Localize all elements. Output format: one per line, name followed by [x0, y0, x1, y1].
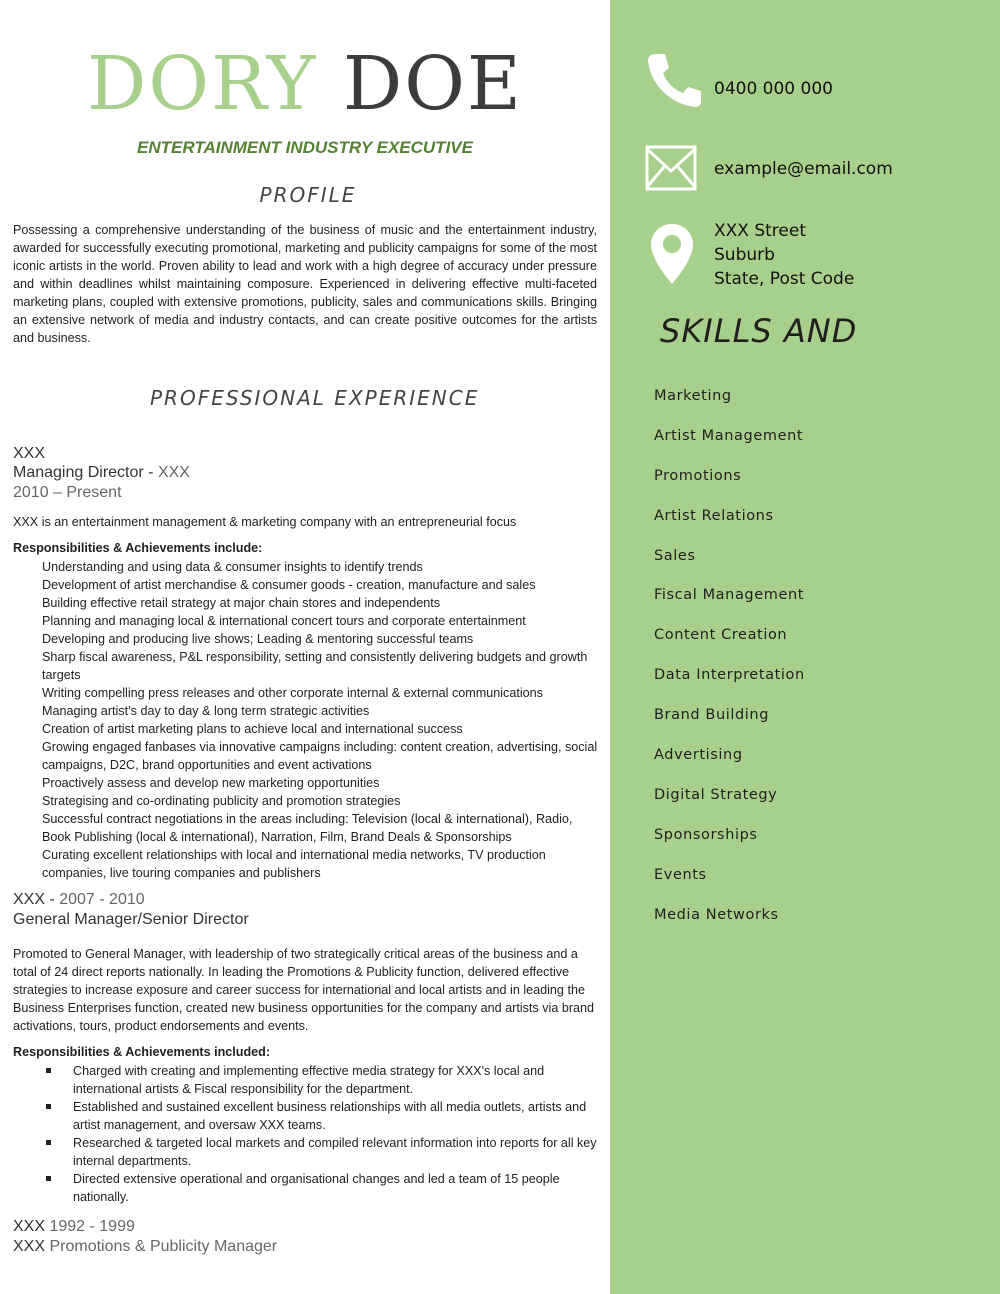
- address-block: [714, 219, 854, 291]
- job1-role-line: [13, 463, 190, 483]
- list-item: Building effective retail strategy at major chain stores and independents: [42, 596, 441, 610]
- skill-item: Sales: [654, 547, 696, 564]
- skill-item: Data Interpretation: [654, 667, 805, 684]
- skill-item: Content Creation: [654, 627, 788, 644]
- profile-text: Possessing a comprehensive understanding of the business of music and the entertainment industry, awarded for successfully executing promotional, marketing and publicity campaigns for some of the most iconic artists in the world. Proven ability to lead and work with a high degree of accuracy under pressure and within deadlines whilst maintaining composure. Experienced in delivering effective multi-faceted marketing plans, coupled with extensive promotions, publicity, sales and communications skills. Bringing an extensive network of media and industry contacts, and can create positive outcomes for the artists and business.: [13, 223, 597, 345]
- skill-item: Artist Management: [654, 427, 804, 444]
- list-item: Charged with creating and implementing effective media strategy for XXX's local and international artists & Fiscal responsibility for the department.: [42, 1062, 602, 1098]
- job2-responsibilities-list: [42, 1062, 602, 1206]
- list-item: Understanding and using data & consumer insights to identify trends: [42, 560, 423, 574]
- skill-item: Promotions: [654, 467, 742, 484]
- job1-dates: 2010 – Present: [13, 484, 122, 501]
- address-line-2: Suburb: [714, 245, 775, 265]
- skill-item: Fiscal Management: [654, 587, 805, 604]
- skill-item: Advertising: [654, 747, 743, 764]
- job1-role: Managing Director -: [13, 464, 158, 481]
- job3-role: Promotions & Publicity Manager: [45, 1238, 278, 1255]
- job2-dates: 2007 - 2010: [59, 891, 145, 908]
- job-title: ENTERTAINMENT INDUSTRY EXECUTIVE: [137, 138, 473, 157]
- list-item: Growing engaged fanbases via innovative campaigns including: content creation, advertising, social campaigns, D2C, brand opportunities and event activations: [42, 740, 598, 772]
- skills-heading: SKILLS AND: [660, 312, 858, 350]
- location-pin-icon: [649, 222, 695, 286]
- list-item: Established and sustained excellent business relationships with all media outlets, artists and artist management, and oversaw XXX teams.: [42, 1098, 602, 1134]
- list-item: Curating excellent relationships with local and international media networks, TV production companies, live touring companies and publishers: [42, 848, 546, 880]
- list-item: Proactively assess and develop new marketing opportunities: [42, 776, 380, 790]
- job2-responsibilities-heading: Responsibilities & Achievements included:: [13, 1045, 271, 1059]
- job2-role: General Manager/Senior Director: [13, 911, 249, 928]
- list-item: Creation of artist marketing plans to achieve local and international success: [42, 722, 463, 736]
- list-item: Developing and producing live shows; Leading & mentoring successful teams: [42, 632, 474, 646]
- skill-item: Artist Relations: [654, 507, 774, 524]
- list-item: Successful contract negotiations in the areas including: Television (local & international), Radio, Book Publishing (local & international), Narration, Film, Brand Deals & Sponsorships: [42, 812, 573, 844]
- job2-company-line: [13, 890, 145, 910]
- list-item: Planning and managing local & international concert tours and corporate entertainment: [42, 614, 526, 628]
- list-item: Writing compelling press releases and other corporate internal & external communications: [42, 686, 543, 700]
- phone-icon: [645, 52, 703, 108]
- candidate-name: [0, 42, 610, 126]
- job1-responsibilities-heading: Responsibilities & Achievements include:: [13, 541, 263, 555]
- email-address: example@email.com: [714, 159, 893, 179]
- list-item: Researched & targeted local markets and compiled relevant information into reports for all key internal departments.: [42, 1134, 602, 1170]
- address-line-3: State, Post Code: [714, 269, 855, 289]
- skill-item: Digital Strategy: [654, 786, 778, 803]
- skill-item: Brand Building: [654, 707, 770, 724]
- address-line-1: XXX Street: [714, 221, 806, 241]
- job1-responsibilities-list: [42, 558, 602, 882]
- job1-role-company: XXX: [157, 464, 190, 481]
- job3-company: XXX: [13, 1218, 46, 1235]
- experience-heading: PROFESSIONAL EXPERIENCE: [150, 386, 480, 410]
- job1-company: XXX: [13, 445, 46, 462]
- first-name: DORY: [87, 41, 318, 127]
- job2-summary: Promoted to General Manager, with leadership of two strategically critical areas of the business and a total of 24 direct reports nationally. In leading the Promotions & Publicity function, delivered effective strategies to increase exposure and career success for international and local artists and in leading the Business Enterprises function, created new business opportunities for the company and artists via brand activations, tours, product endorsements and events.: [13, 947, 595, 1033]
- skill-item: Marketing: [654, 388, 732, 404]
- list-item: Strategising and co-ordinating publicity and promotion strategies: [42, 794, 401, 808]
- job3-company-2: XXX: [13, 1238, 46, 1255]
- skill-item: Media Networks: [654, 906, 779, 923]
- skill-item: Sponsorships: [654, 826, 758, 843]
- list-item: Managing artist’s day to day & long term strategic activities: [42, 704, 370, 718]
- profile-heading: PROFILE: [259, 183, 357, 207]
- job3-company-line: [13, 1217, 135, 1237]
- job1-summary: XXX is an entertainment management & marketing company with an entrepreneurial focus: [13, 515, 517, 529]
- job3-role-line: [13, 1237, 277, 1257]
- list-item: Development of artist merchandise & consumer goods - creation, manufacture and sales: [42, 578, 536, 592]
- job2-company: XXX -: [13, 891, 60, 908]
- job3-dates: 1992 - 1999: [45, 1218, 135, 1235]
- skills-list: [654, 386, 805, 944]
- list-item: Sharp fiscal awareness, P&L responsibility, setting and consistently delivering budgets and growth targets: [42, 650, 588, 682]
- phone-number: 0400 000 000: [714, 79, 833, 99]
- last-name: DOE: [342, 41, 523, 127]
- list-item: Directed extensive operational and organisational changes and led a team of 15 people nationally.: [42, 1170, 602, 1206]
- skill-item: Events: [654, 866, 707, 883]
- envelope-icon: [645, 145, 697, 191]
